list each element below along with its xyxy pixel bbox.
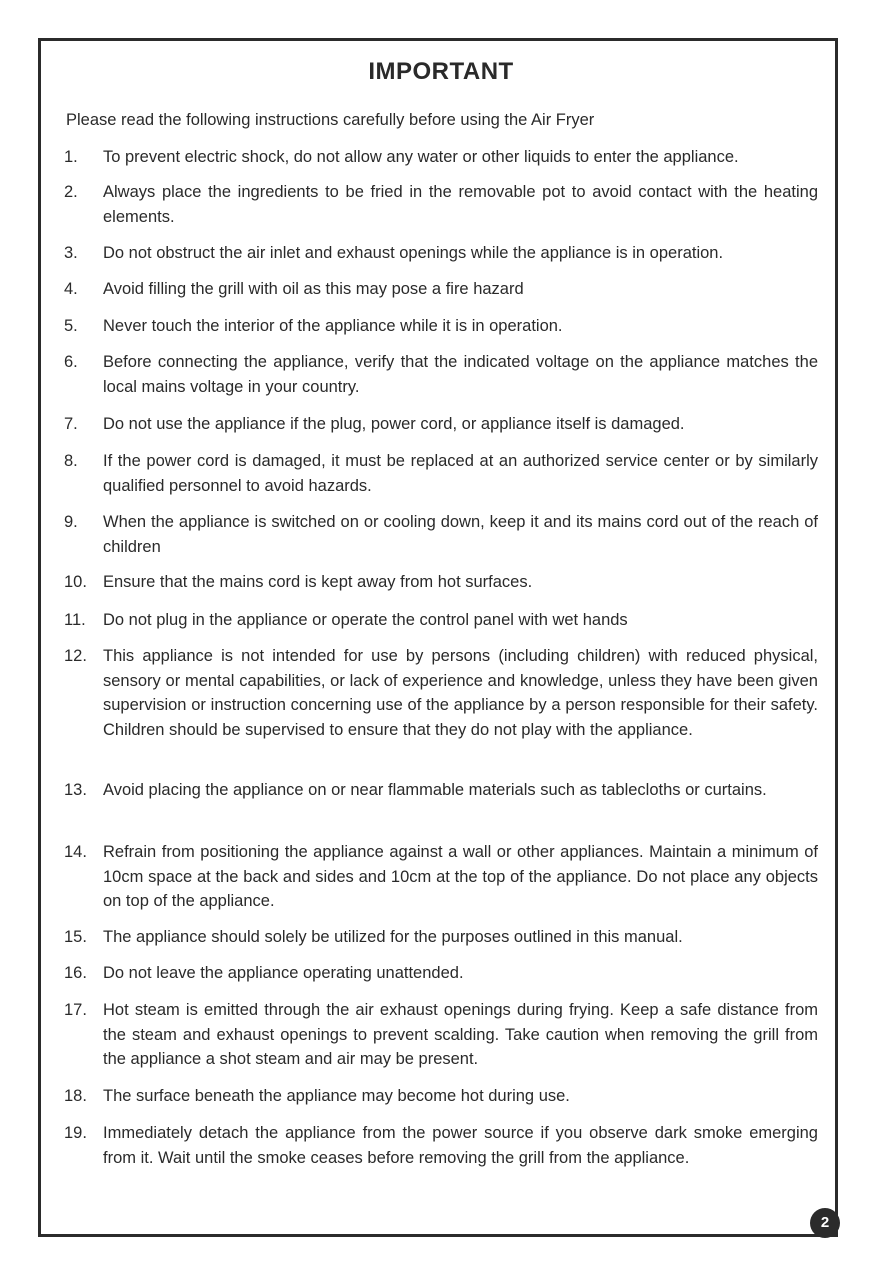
list-item — [64, 644, 818, 742]
list-item — [64, 840, 818, 914]
item-text: Refrain from positioning the appliance against a wall or other appliances. Maintain a minimum of 10cm space at the back and sides and 10cm at the top of the appliance. Do not place any objects on top of the appliance. — [103, 843, 818, 910]
list-item — [64, 998, 818, 1072]
item-number: 3. — [64, 244, 78, 262]
list-item — [64, 925, 818, 950]
item-text: If the power cord is damaged, it must be replaced at an authorized service center or by similarly qualified personnel to avoid hazards. — [103, 452, 818, 495]
item-number: 16. — [64, 964, 87, 982]
item-number: 14. — [64, 843, 87, 861]
list-item — [64, 241, 818, 266]
list-item — [64, 570, 818, 595]
list-item — [64, 608, 818, 633]
item-text: When the appliance is switched on or cooling down, keep it and its mains cord out of the reach of children — [103, 513, 818, 556]
list-item — [64, 314, 818, 339]
item-number: 2. — [64, 183, 78, 201]
page-number-badge: 2 — [810, 1208, 840, 1238]
list-item — [64, 778, 818, 803]
item-number: 12. — [64, 647, 87, 665]
item-number: 18. — [64, 1087, 87, 1105]
item-number: 7. — [64, 415, 78, 433]
item-number: 13. — [64, 781, 87, 799]
item-text: Do not obstruct the air inlet and exhaust openings while the appliance is in operation. — [103, 244, 724, 262]
item-text: This appliance is not intended for use by persons (including children) with reduced physical, sensory or mental capabilities, or lack of experience and knowledge, unless they have been given supervision or instruction concerning use of the appliance by a person responsible for their safety. Children should be supervised to ensure that they do not play with the appliance. — [103, 647, 818, 739]
item-text: Do not use the appliance if the plug, power cord, or appliance itself is damaged. — [103, 415, 685, 433]
item-text: To prevent electric shock, do not allow any water or other liquids to enter the appliance. — [103, 148, 739, 166]
list-item — [64, 350, 818, 399]
item-number: 17. — [64, 1001, 87, 1019]
item-text: The appliance should solely be utilized for the purposes outlined in this manual. — [103, 928, 683, 946]
item-number: 8. — [64, 452, 78, 470]
item-text: Ensure that the mains cord is kept away from hot surfaces. — [103, 573, 533, 591]
item-text: Do not leave the appliance operating unattended. — [103, 964, 464, 982]
item-text: Avoid placing the appliance on or near flammable materials such as tablecloths or curtains. — [103, 781, 767, 799]
item-number: 11. — [64, 611, 86, 629]
list-item — [64, 412, 818, 437]
intro-text: Please read the following instructions carefully before using the Air Fryer — [66, 111, 595, 129]
item-text: Always place the ingredients to be fried in the removable pot to avoid contact with the heating elements. — [103, 183, 818, 226]
list-item — [64, 1121, 818, 1170]
item-number: 15. — [64, 928, 87, 946]
item-number: 9. — [64, 513, 78, 531]
item-text: Hot steam is emitted through the air exhaust openings during frying. Keep a safe distance from the steam and exhaust openings to prevent scalding. Take caution when removing the grill from the appliance a shot steam and air may be present. — [103, 1001, 818, 1068]
item-text: Never touch the interior of the appliance while it is in operation. — [103, 317, 563, 335]
list-item — [64, 180, 818, 229]
item-text: Avoid filling the grill with oil as this may pose a fire hazard — [103, 280, 524, 298]
list-item — [64, 961, 818, 986]
item-text: Do not plug in the appliance or operate the control panel with wet hands — [103, 611, 628, 629]
page-title: IMPORTANT — [368, 58, 514, 85]
list-item — [64, 449, 818, 498]
list-item — [64, 145, 818, 170]
item-text: Immediately detach the appliance from the power source if you observe dark smoke emerging from it. Wait until the smoke ceases before removing the grill from the appliance. — [103, 1124, 818, 1167]
item-number: 1. — [64, 148, 78, 166]
item-number: 10. — [64, 573, 87, 591]
list-item — [64, 510, 818, 559]
item-number: 5. — [64, 317, 78, 335]
item-number: 4. — [64, 280, 78, 298]
item-number: 19. — [64, 1124, 87, 1142]
list-item — [64, 1084, 818, 1109]
item-text: Before connecting the appliance, verify that the indicated voltage on the appliance matches the local mains voltage in your country. — [103, 353, 818, 396]
item-text: The surface beneath the appliance may become hot during use. — [103, 1087, 570, 1105]
item-number: 6. — [64, 353, 78, 371]
list-item — [64, 277, 818, 302]
